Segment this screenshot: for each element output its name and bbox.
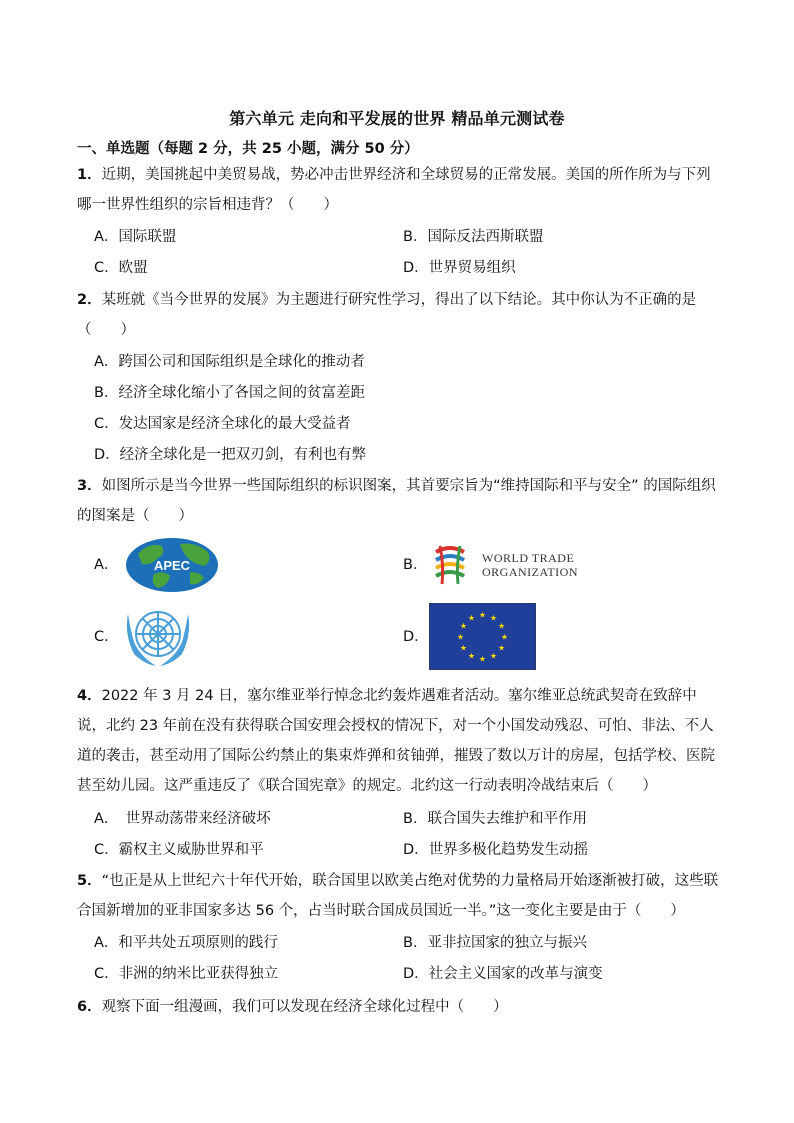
q1-option-d[interactable]: D．世界贸易组织 [403,260,516,276]
q4-option-d[interactable]: D．世界多极化趋势发生动摇 [403,842,589,858]
question-1 [77,160,719,220]
wto-logo-icon[interactable] [430,538,580,590]
q2-option-b[interactable]: B．经济全球化缩小了各国之间的贫富差距 [94,385,365,401]
q1-option-b[interactable]: B．国际反法西斯联盟 [403,229,544,245]
wto-logo-text-1: WORLD TRADE [482,551,575,565]
q3-option-c[interactable]: C． [94,629,119,645]
eu-flag-icon[interactable] [429,603,536,670]
q1-option-a[interactable]: A．国际联盟 [94,229,177,245]
q3-option-a[interactable]: A． [94,557,119,573]
eu-star-icon: ★ [459,643,467,653]
page-title: 第六单元 走向和平发展的世界 精品单元测试卷 [229,109,565,128]
eu-star-icon: ★ [459,621,467,631]
q1-option-c[interactable]: C．欧盟 [94,260,148,276]
eu-star-icon: ★ [456,632,465,642]
question-text: 如图所示是当今世界一些国际组织的标识图案，其首要宗旨为“维持国际和平与安全” 的国际组织的图案是（ ） [77,478,716,524]
q2-option-a[interactable]: A．跨国公司和国际组织是全球化的推动者 [94,354,365,370]
question-number: 3． [77,478,102,494]
q2-option-d[interactable]: D．经济全球化是一把双刃剑，有利也有弊 [94,447,367,463]
q5-option-b[interactable]: B．亚非拉国家的独立与振兴 [403,935,587,951]
eu-star-icon: ★ [478,654,487,664]
question-text: 2022 年 3 月 24 日，塞尔维亚举行悼念北约轰炸遇难者活动。塞尔维亚总统武契奇在致辞中说，北约 23 年前在没有获得联合国安理会授权的情况下，对一个小国发动残忍、可怕、非法、不人道的袭击，甚至动用了国际公约禁止的集束炸弹和贫铀弹，摧毁了数以万计的房屋，包括学校、医院甚至幼儿园。这严重违反了《联合国宪章》的规定。北约这一行动表明冷战结束后（ ） [77,688,715,794]
wto-logo-text-2: ORGANIZATION [482,565,578,579]
eu-star-icon: ★ [467,651,476,661]
question-4 [77,681,719,801]
q2-option-c[interactable]: C．发达国家是经济全球化的最大受益者 [94,416,351,432]
question-number: 2． [77,292,102,308]
q3-option-b[interactable]: B． [403,557,428,573]
question-text: 近期，美国挑起中美贸易战，势必冲击世界经济和全球贸易的正常发展。美国的所作所为与下列哪一世界性组织的宗旨相违背？（ ） [77,167,711,213]
question-number: 6． [77,999,102,1015]
q5-option-c[interactable]: C．非洲的纳米比亚获得独立 [94,966,279,982]
question-text: “也正是从上世纪六十年代开始，联合国里以欧美占绝对优势的力量格局开始逐渐被打破，这些联合国新增加的亚非国家多达 56 个，占当时联合国成员国近一半。”这一变化主要是由于（ ） [77,873,719,919]
eu-star-icon: ★ [500,632,509,642]
q4-option-b[interactable]: B．联合国失去维护和平作用 [403,811,587,827]
question-3 [77,471,719,531]
q5-option-d[interactable]: D．社会主义国家的改革与演变 [403,966,603,982]
question-5 [77,866,719,926]
question-6 [77,992,719,1022]
eu-star-icon: ★ [498,621,506,631]
q3-option-d[interactable]: D． [403,629,429,645]
question-2 [77,285,719,345]
un-logo-icon[interactable] [120,604,196,668]
apec-logo-icon[interactable] [124,536,220,594]
question-text: 某班就《当今世界的发展》为主题进行研究性学习，得出了以下结论。其中你认为不正确的是（ ） [77,292,697,338]
question-number: 1． [77,167,102,183]
apec-logo-text: APEC [153,558,191,573]
eu-star-icon: ★ [498,643,506,653]
q4-option-a[interactable]: A． 世界动荡带来经济破坏 [94,811,271,827]
question-number: 4． [77,688,102,704]
eu-star-icon: ★ [489,651,498,661]
eu-star-icon: ★ [467,613,476,623]
question-text: 观察下面一组漫画，我们可以发现在经济全球化过程中（ ） [101,999,508,1015]
eu-star-icon: ★ [489,613,498,623]
section-heading: 一、单选题（每题 2 分，共 25 小题，满分 50 分） [77,141,419,157]
eu-star-icon: ★ [478,610,487,620]
q5-option-a[interactable]: A．和平共处五项原则的践行 [94,935,278,951]
q4-option-c[interactable]: C．霸权主义威胁世界和平 [94,842,264,858]
question-number: 5． [77,873,102,889]
